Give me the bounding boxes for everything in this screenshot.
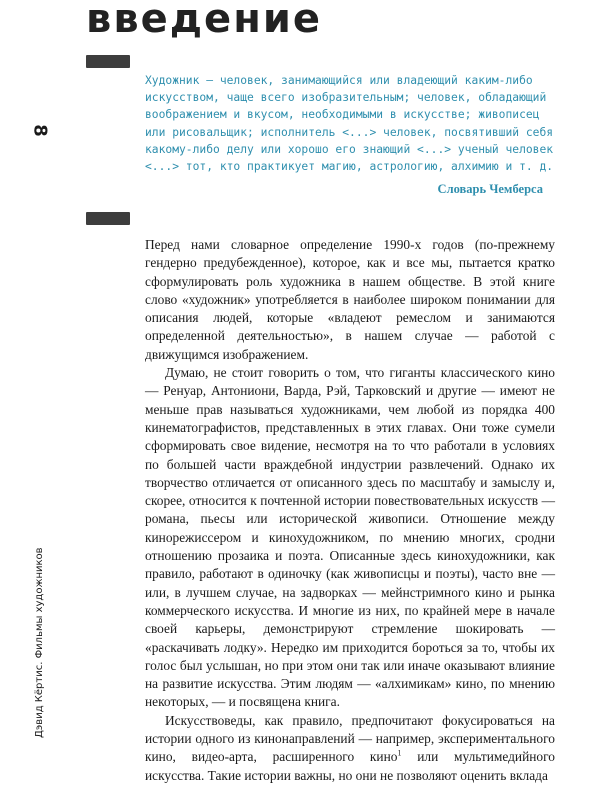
epigraph-text: Художник — человек, занимающийся или владеющий каким-либо искусством, чаще всего изобразительным; человек, обладающий воображением и вкусом, необходимыми в искусстве; живописец или рисовальщик; исполнитель <...> человек, посвятивший себя какому-либо делу или хорошо его знающий <...> ученый человек <...> тот, кто практикует магию, астрологию, алхимию и т. д. — [145, 74, 554, 174]
paragraph — [145, 712, 555, 785]
paragraph: Думаю, не стоит говорить о том, что гиганты классического кино — Ренуар, Антониони, Варда, Рэй, Тарковский и другие — имеют не меньше прав называться художниками, чем любой из порядка 400 кинематографистов, представленных в этих главах. Они тоже сумели сформировать свое видение, несмотря на то что работали в условиях по большей части враждебной индустрии развлечений. Однако их творчество отличается от описанного здесь по масштабу и замыслу и, скорее, относится к почтенной истории повествовательных искусств — романа, пьесы или исторической живописи. Отношение между кинорежиссером и кинохудожником, по мнению многих, сродни отношению прозаика и поэта. Описанные здесь кинохудожники, как правило, работают в одиночку (как живописцы и поэты), часто вне — или, в лучшем случае, на задворках — мейнстримного кино и рынка коммерческого искусства. И многие из них, по крайней мере в начале своей карьеры, демонстрируют стремление шокировать — «раскачивать лодку». Нередко им приходится бороться за то, чтобы их голос был услышан, но при этом они так или иначе оказывают влияние на развитие искусства. Этим людям — «алхимикам» кино, по мнению некоторых, — и посвящена книга. — [145, 365, 555, 710]
body-text — [145, 236, 555, 785]
section-marker-top — [86, 55, 130, 68]
footnote-mark[interactable]: 1 — [397, 748, 402, 758]
epigraph — [145, 72, 555, 198]
page-number: 8 — [29, 124, 51, 137]
epigraph-source: Словарь Чемберса — [437, 182, 543, 197]
paragraph: Перед нами словарное определение 1990-х годов (по-прежнему гендерно предубежденное), которое, как и все мы, пытается кратко сформулировать роль художника в нашем обществе. В этой книге слово «художник» употребляется в наиболее широком понимании для описания людей, которые «владеют ремеслом и занимаются определенной деятельностью», в нашем случае — работой с движущимся изображением. — [145, 237, 555, 362]
paragraph-text: Искусствоведы, как правило, предпочитают фокусироваться на истории одного из кинонаправлений — например, экспериментального кино, видео-арта, расширенного кино — [145, 712, 555, 765]
page-title: введение — [86, 0, 322, 42]
section-marker-bottom — [86, 212, 130, 225]
paragraph-text: или мультимедийного искусства. Такие истории важны, но они не позволяют оценить вклада — [145, 749, 555, 783]
running-header: Дэвид Кёртис. Фильмы художников — [34, 547, 45, 738]
